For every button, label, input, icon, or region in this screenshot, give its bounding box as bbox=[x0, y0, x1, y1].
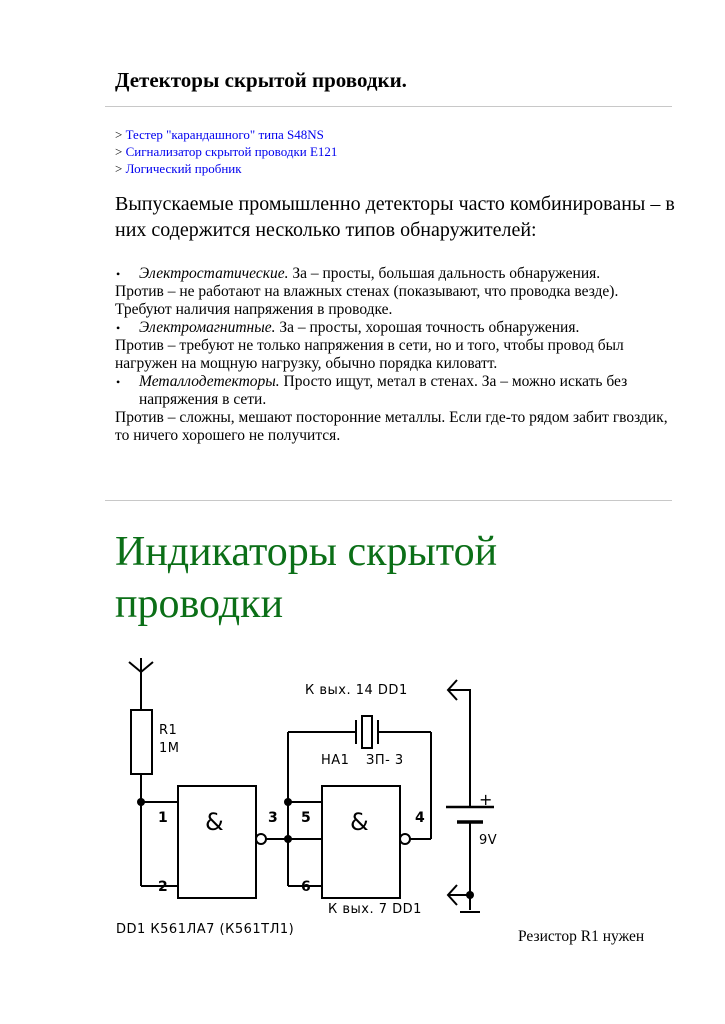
item-contra: Против – не работают на влажных стенах (показывают, что проводка везде). Требуют наличия напряжения в проводке. bbox=[115, 283, 619, 318]
link-pencil-tester[interactable]: Тестер "карандашного" типа S48NS bbox=[125, 127, 324, 142]
supply-arrow-top bbox=[448, 680, 470, 807]
link-arrow: > bbox=[115, 161, 123, 176]
junction-dot bbox=[137, 798, 145, 806]
resistor-r1 bbox=[131, 710, 152, 774]
top-pin-label: К вых. 14 DD1 bbox=[305, 683, 408, 698]
pin-2: 2 bbox=[158, 879, 168, 895]
list-item bbox=[115, 319, 675, 337]
link-arrow: > bbox=[115, 127, 123, 142]
divider-top bbox=[105, 106, 672, 107]
link-row bbox=[115, 143, 337, 160]
detector-list bbox=[115, 265, 675, 445]
supply-ground bbox=[448, 822, 480, 912]
list-item bbox=[115, 373, 675, 409]
bullet: • bbox=[116, 267, 121, 281]
pin-6: 6 bbox=[301, 879, 311, 895]
link-signaler-e121[interactable]: Сигнализатор скрытой проводки Е121 bbox=[125, 144, 338, 159]
link-logic-probe[interactable]: Логический пробник bbox=[125, 161, 242, 176]
pin-4: 4 bbox=[415, 810, 425, 826]
resistor-value: 1M bbox=[159, 741, 180, 756]
pin-5: 5 bbox=[301, 810, 311, 826]
resistor-note: Резистор R1 нужен bbox=[518, 928, 645, 945]
link-arrow: > bbox=[115, 144, 123, 159]
buzzer-ha1 bbox=[362, 716, 372, 748]
divider-middle bbox=[105, 500, 672, 501]
item-pro: Просто ищут, метал в стенах. За – можно искать без напряжения в сети. bbox=[139, 373, 628, 408]
chip-caption: DD1 К561ЛА7 (К561ТЛ1) bbox=[116, 922, 295, 937]
link-row bbox=[115, 126, 337, 143]
item-name: Электростатические. bbox=[139, 265, 289, 282]
inverter-bubble bbox=[256, 834, 266, 844]
item-name: Электромагнитные. bbox=[139, 319, 276, 336]
gate-1-symbol: & bbox=[205, 808, 224, 836]
gate-2 bbox=[322, 786, 400, 898]
inverter-bubble bbox=[400, 834, 410, 844]
intro-paragraph: Выпускаемые промышленно детекторы часто комбинированы – в них содержится несколько типов обнаружителей: bbox=[115, 193, 675, 241]
gate-2-symbol: & bbox=[350, 808, 369, 836]
junction-dot bbox=[466, 891, 474, 899]
list-item bbox=[115, 265, 675, 283]
link-row bbox=[115, 160, 337, 177]
resistor-ref: R1 bbox=[159, 723, 178, 738]
battery-plus: + bbox=[479, 790, 493, 809]
item-contra: Против – требуют не только напряжения в сети, но и того, чтобы провод был нагружен на мощную нагрузку, обычно порядка киловатт. bbox=[115, 337, 624, 372]
section-heading: Индикаторы скрытой проводки bbox=[115, 529, 498, 627]
item-pro: За – просты, хорошая точность обнаружения. bbox=[275, 319, 580, 336]
item-contra: Против – сложны, мешают посторонние металлы. Если где-то рядом забит гвоздик, то ничего хорошего не получится. bbox=[115, 409, 668, 444]
junction-dot bbox=[284, 798, 292, 806]
circuit-schematic bbox=[110, 650, 510, 940]
item-pro: За – просты, большая дальность обнаружения. bbox=[288, 265, 601, 282]
buzzer-type: ЗП- 3 bbox=[366, 753, 404, 768]
bullet: • bbox=[116, 321, 121, 335]
antenna-symbol bbox=[129, 658, 153, 710]
bottom-pin-label: К вых. 7 DD1 bbox=[328, 902, 422, 917]
bullet: • bbox=[116, 375, 121, 389]
related-links bbox=[115, 126, 337, 177]
page-title: Детекторы скрытой проводки. bbox=[115, 68, 407, 92]
battery-voltage: 9V bbox=[479, 833, 498, 848]
item-name: Металлодетекторы. bbox=[139, 373, 280, 390]
pin-1: 1 bbox=[158, 810, 168, 826]
gate-1 bbox=[178, 786, 256, 898]
buzzer-ref: НА1 bbox=[321, 753, 350, 768]
pin-3: 3 bbox=[268, 810, 278, 826]
junction-dot bbox=[284, 835, 292, 843]
